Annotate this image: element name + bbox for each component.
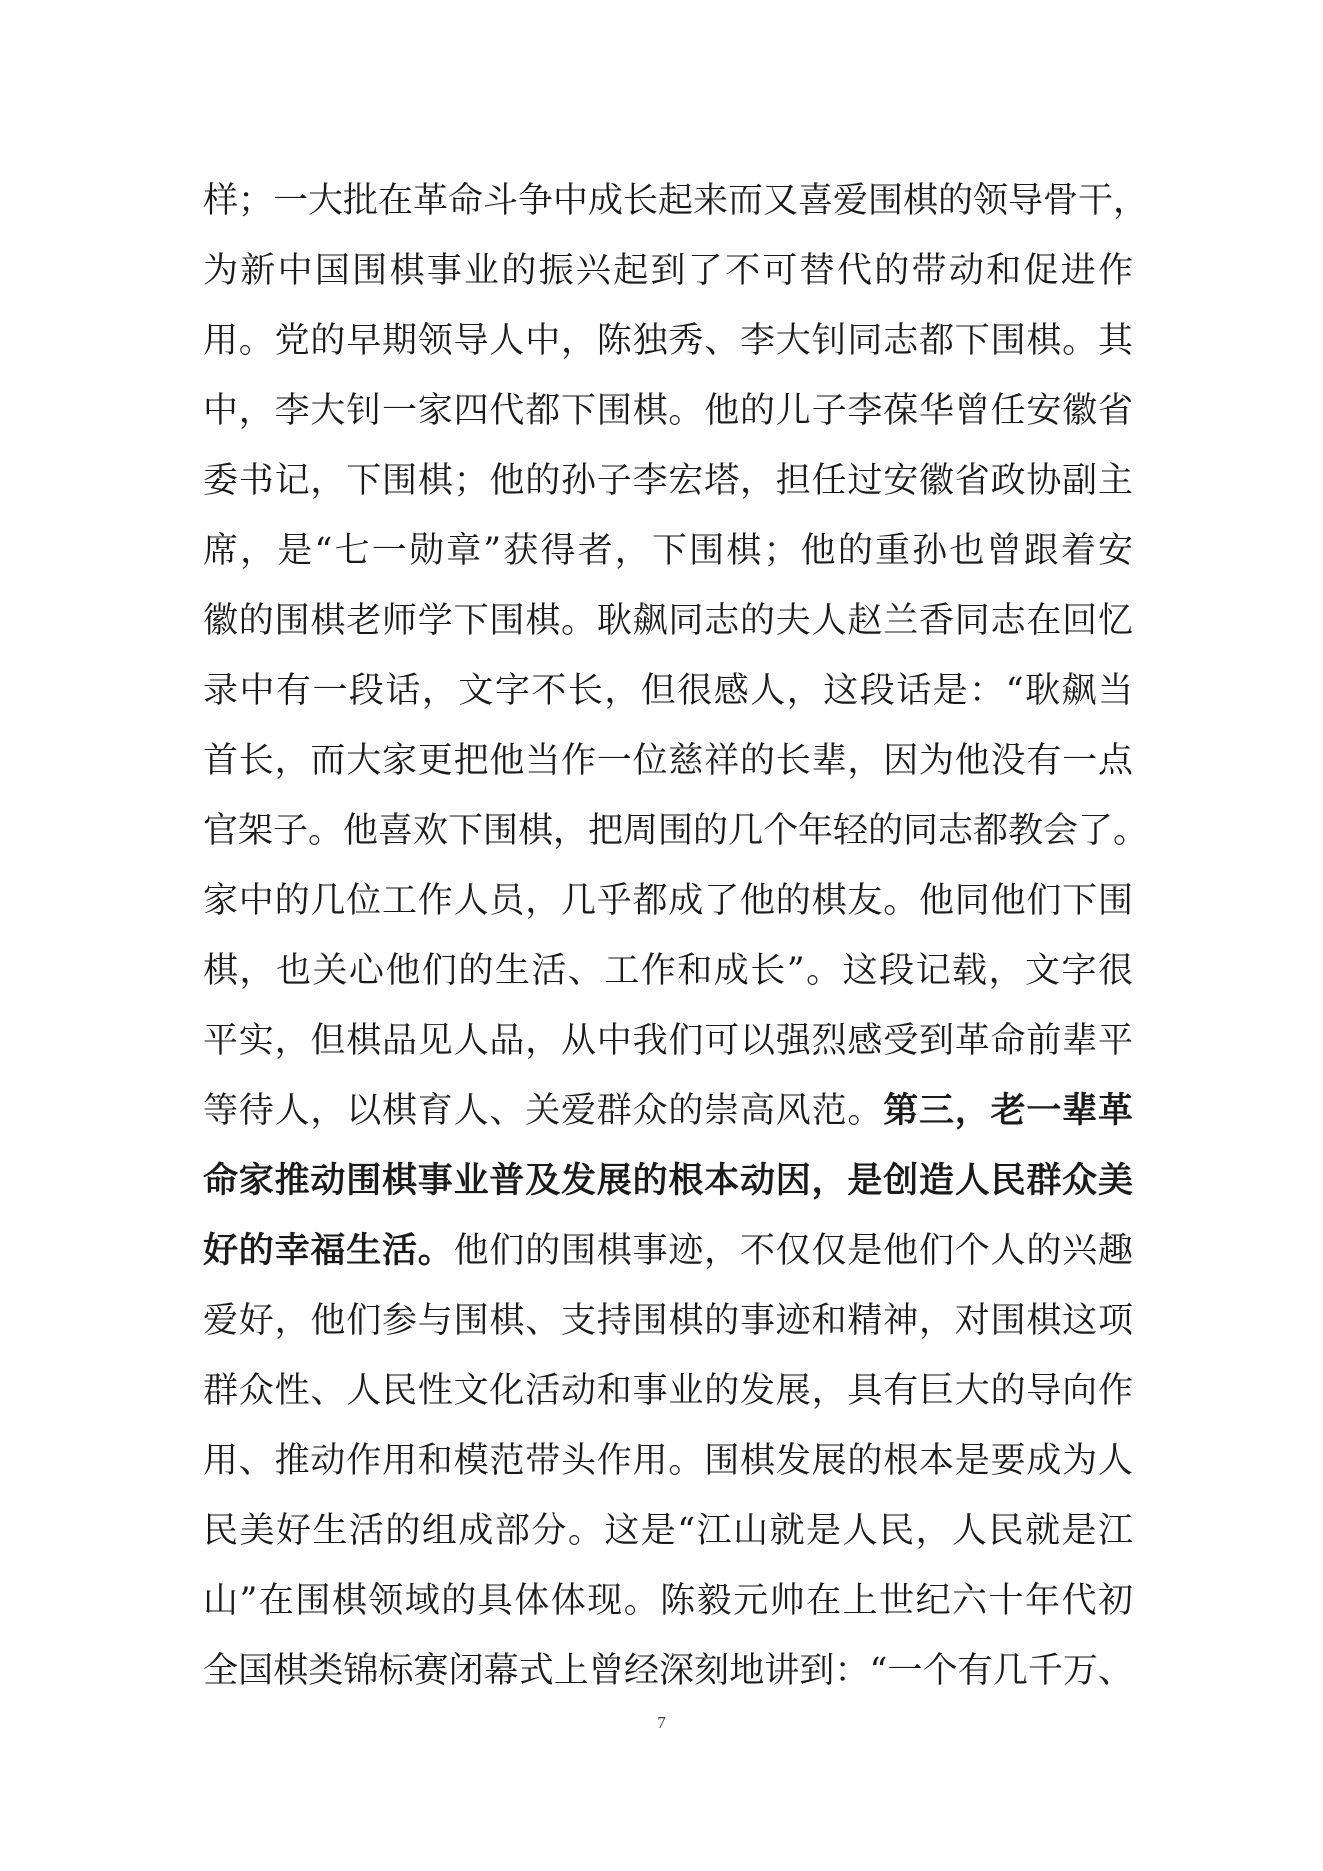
text-run: 首长，而大家更把他当作一位慈祥的长辈，因为他没有一点 (203, 741, 1133, 781)
text-run: 为新中国围棋事业的振兴起到了不可替代的带动和促进作 (203, 251, 1133, 291)
text-run: 他们的围棋事迹，不仅仅是他们个人的兴趣 (453, 1231, 1133, 1271)
text-run: 山”在围棋领域的具体体现。陈毅元帅在上世纪六十年代初 (203, 1581, 1133, 1621)
text-line (203, 1146, 1133, 1216)
text-line (203, 866, 1133, 936)
text-line (203, 1006, 1133, 1076)
text-run: 家中的几位工作人员，几乎都成了他的棋友。他同他们下围 (203, 881, 1133, 921)
text-run: 民美好生活的组成部分。这是“江山就是人民，人民就是江 (203, 1511, 1133, 1551)
text-line (203, 1216, 1133, 1286)
page-number: 7 (657, 1713, 666, 1732)
text-line (203, 166, 1149, 236)
text-run: 平实，但棋品见人品，从中我们可以强烈感受到革命前辈平 (203, 1021, 1133, 1061)
text-line (203, 446, 1133, 516)
text-run: 等待人，以棋育人、关爱群众的崇高风范。 (203, 1091, 884, 1131)
text-line (203, 306, 1133, 376)
text-run: 群众性、人民性文化活动和事业的发展，具有巨大的导向作 (203, 1371, 1133, 1411)
text-run: 徽的围棋老师学下围棋。耿飙同志的夫人赵兰香同志在回忆 (203, 601, 1133, 641)
text-run: 席，是“七一勋章”获得者，下围棋；他的重孙也曾跟着安 (203, 531, 1133, 571)
text-line (203, 796, 1149, 866)
text-run: 爱好，他们参与围棋、支持围棋的事迹和精神，对围棋这项 (203, 1301, 1133, 1341)
text-line (203, 1426, 1133, 1496)
text-line (203, 726, 1133, 796)
text-line (203, 376, 1133, 446)
text-line (203, 586, 1133, 656)
text-line (203, 1496, 1133, 1566)
text-line (203, 1566, 1133, 1636)
text-run: 样；一大批在革命斗争中成长起来而又喜爱围棋的领导骨干， (203, 181, 1149, 221)
bold-text-run: 好的幸福生活。 (203, 1230, 454, 1271)
text-run: 中，李大钊一家四代都下围棋。他的儿子李葆华曾任安徽省 (203, 391, 1133, 431)
text-run: 棋，也关心他们的生活、工作和成长”。这段记载，文字很 (203, 951, 1133, 991)
bold-text-run: 命家推动围棋事业普及发展的根本动因，是创造人民群众美 (203, 1160, 1133, 1201)
text-run: 用、推动作用和模范带头作用。围棋发展的根本是要成为人 (203, 1441, 1133, 1481)
text-run: 用。党的早期领导人中，陈独秀、李大钊同志都下围棋。其 (203, 321, 1133, 361)
text-line (203, 516, 1133, 586)
bold-text-run: 第三，老一辈革 (883, 1090, 1133, 1131)
text-run: 委书记，下围棋；他的孙子李宏塔，担任过安徽省政协副主 (203, 461, 1133, 501)
text-line (203, 1636, 1133, 1706)
text-line (203, 936, 1133, 1006)
text-line (203, 236, 1133, 306)
body-text (203, 166, 1149, 1706)
text-line (203, 1076, 1133, 1146)
text-line (203, 1286, 1133, 1356)
text-run: 录中有一段话，文字不长，但很感人，这段话是：“耿飙当 (203, 671, 1133, 711)
text-run: 官架子。他喜欢下围棋，把周围的几个年轻的同志都教会了。 (203, 811, 1149, 851)
text-run: 全国棋类锦标赛闭幕式上曾经深刻地讲到：“一个有几千万、 (203, 1651, 1133, 1691)
text-line (203, 1356, 1133, 1426)
text-line (203, 656, 1133, 726)
